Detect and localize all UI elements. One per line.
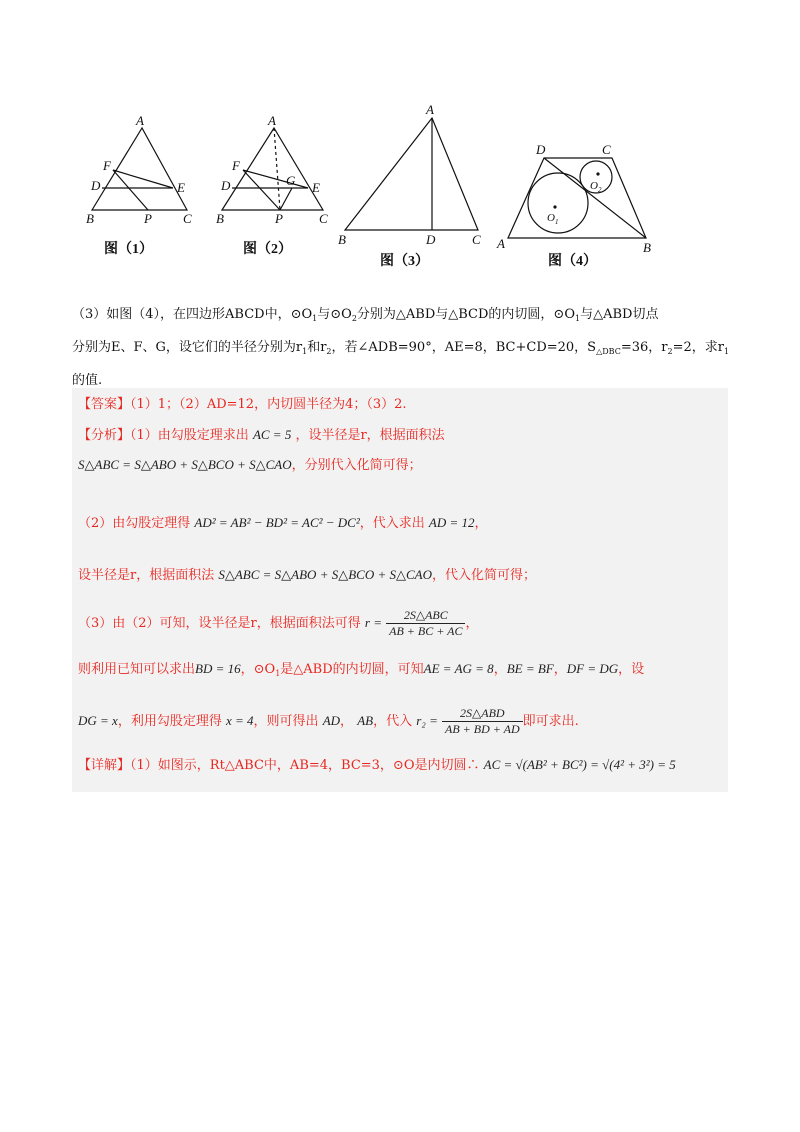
fig1-label-F: F bbox=[103, 158, 111, 173]
fig1-label-P: P bbox=[144, 211, 152, 226]
fig2-line-FE bbox=[243, 170, 308, 188]
analysis-line-1: 【分析】（1）由勾股定理求出 AC = 5 ，设半径是r，根据面积法 bbox=[78, 427, 445, 443]
analysis-label: 【分析】 bbox=[78, 428, 131, 443]
fig2-label-E: E bbox=[312, 180, 320, 195]
fig2-caption: 图（2） bbox=[243, 242, 292, 257]
fig3-label-D: D bbox=[426, 232, 436, 247]
fig4-center-O2-dot bbox=[596, 172, 599, 175]
analysis-line-4: 设半径是r，根据面积法 S△ABC = S△ABO + S△BCO + S△CAO，代入化简可得； bbox=[78, 567, 537, 583]
detail-line: 【详解】（1）如图示，Rt△ABC中，AB=4，BC=3，⊙O是内切圆∴ AC = √(AB² + BC²) = √(4² + 3²) = 5 bbox=[78, 757, 676, 773]
fig4-label-O1-sub: 1 bbox=[555, 218, 559, 226]
analysis-line-3: （2）由勾股定理得 AD² = AB² − BD² = AC² − DC²，代入求出 AD = 12， bbox=[78, 515, 488, 531]
answer-label: 【答案】 bbox=[78, 397, 131, 412]
fig1-label-C: C bbox=[183, 211, 192, 226]
fig2-line-GP bbox=[280, 188, 292, 210]
question-line-2: 分别为E、F、G，设它们的半径分别为$r_1$和$r_2$，若∠ADB=90°，AE=8，BC+CD=20，$S_{\triangle DBC}=36$，$r_2=2$，求$r_1$ bbox=[72, 340, 730, 356]
analysis-line-6: 则利用已知可以求出BD = 16，$⊙O_1$是△ABD的内切圆，可知AE = AG = 8，BE = BF，DF = DG，设 bbox=[78, 661, 645, 678]
fig4-label-O1: O bbox=[547, 212, 555, 224]
fig2-label-B: B bbox=[216, 211, 224, 226]
fig1-label-E: E bbox=[177, 180, 185, 195]
fig2-label-F: F bbox=[232, 158, 240, 173]
detail-label: 【详解】 bbox=[78, 758, 131, 773]
fraction-r: $\frac{\text{2S△ABC}}{AB + BC + AC}$ bbox=[386, 608, 465, 639]
fig4-label-D: D bbox=[536, 142, 546, 157]
fraction-r2: $\frac{\text{2S△ABD}}{AB + BD + AD}$ bbox=[442, 706, 523, 737]
fig1-line-FP bbox=[113, 170, 148, 210]
fig2-label-D: D bbox=[221, 178, 231, 193]
fig2-label-G: G bbox=[286, 173, 296, 188]
figures-area bbox=[0, 0, 800, 290]
fig3-label-C: C bbox=[472, 232, 481, 247]
geometry-figures bbox=[0, 0, 800, 290]
fig1-line-FE bbox=[113, 170, 173, 188]
fig2-dashed-AP bbox=[274, 128, 280, 210]
fig2-label-A: A bbox=[268, 113, 276, 128]
analysis-line-5: （3）由（2）可知，设半径是r，根据面积法可得 r = $\frac{\text{2S△ABC}}{AB + BC + AC}$ ， bbox=[78, 608, 479, 638]
fig2-line-FP bbox=[243, 170, 280, 210]
fig3-label-B: B bbox=[338, 232, 346, 247]
fig4-label-A: A bbox=[497, 236, 505, 251]
fig2-label-C: C bbox=[319, 211, 328, 226]
solution-box bbox=[72, 388, 728, 792]
fig4-label-C: C bbox=[602, 142, 611, 157]
fig1-label-A: A bbox=[136, 113, 144, 128]
fig4-center-O1-dot bbox=[553, 205, 556, 208]
fig3-caption: 图（3） bbox=[380, 254, 429, 269]
question-block bbox=[72, 300, 732, 395]
fig1-label-B: B bbox=[86, 211, 94, 226]
fig3-triangle bbox=[345, 118, 478, 230]
analysis-line-7: DG = x，利用勾股定理得 x = 4，则可得出 AD， AB，代入 r₂ = $\frac{\text{2S△ABD}}{AB + BD + AD}$ 即可求出. bbox=[78, 706, 579, 736]
answer-line bbox=[78, 393, 407, 412]
fig1-caption: 图（1） bbox=[104, 242, 153, 257]
fig4-label-O2: O bbox=[590, 180, 598, 192]
question-line-3: 的值. bbox=[72, 373, 103, 388]
answer-text: （1）1；（2）AD=12，内切圆半径为4；（3）2. bbox=[130, 397, 407, 412]
fig2-label-P: P bbox=[275, 211, 283, 226]
fig1-label-D: D bbox=[91, 178, 101, 193]
fig4-caption: 图（4） bbox=[548, 254, 597, 269]
fig4-label-B: B bbox=[643, 240, 651, 255]
analysis-line-2: S△ABC = S△ABO + S△BCO + S△CAO，分别代入化简可得； bbox=[78, 457, 422, 473]
fig4-diagonal-DB bbox=[544, 158, 646, 238]
fig3-label-A: A bbox=[426, 102, 434, 117]
fig4-label-O2-sub: 2 bbox=[598, 186, 602, 194]
question-line-1: （3）如图（4），在四边形ABCD中，$⊙O_1$与$⊙O_2$分别为△ABD与△BCD的内切圆，$⊙O_1$与△ABD切点 bbox=[72, 307, 659, 323]
